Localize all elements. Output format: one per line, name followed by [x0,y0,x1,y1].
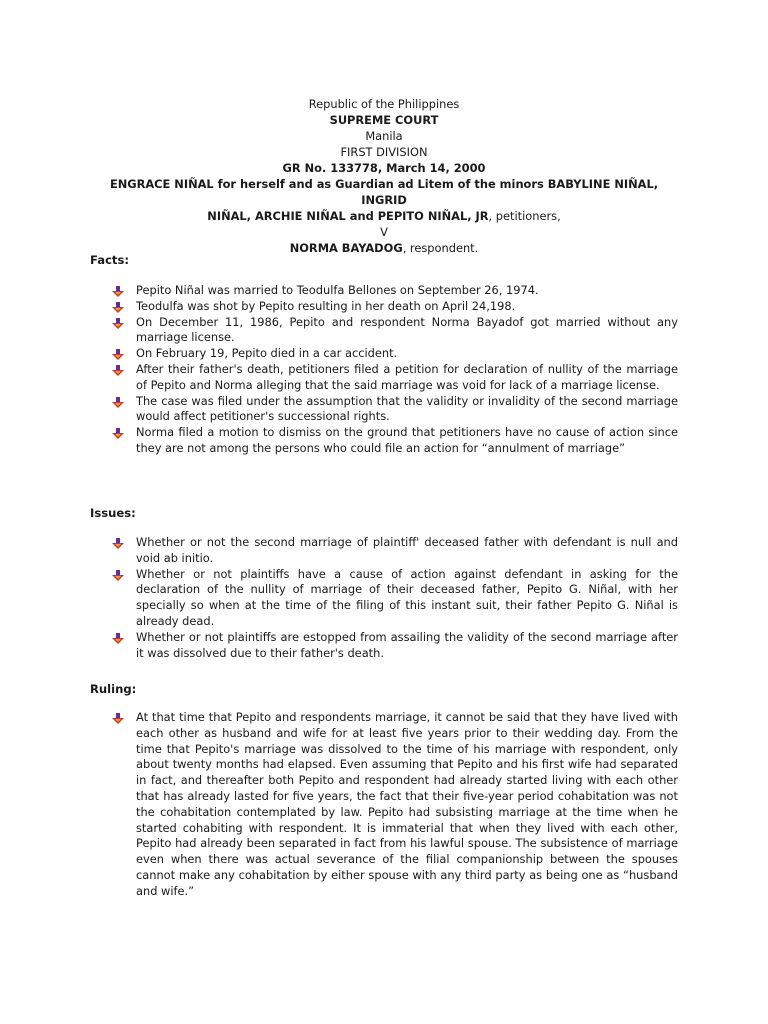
arrow-bullet-icon [112,302,124,313]
division-name: FIRST DIVISION [340,145,428,159]
versus-line: V [380,225,388,239]
facts-item [112,362,678,394]
facts-item [112,299,678,315]
ruling-item [112,710,678,900]
issues-item-text: Whether or not plaintiffs have a cause of action against defendant in asking for the declaration of the nullity of marriage of their deceased father, Pepito G. Niñal, with her specially so when at the time of the filing of this instant suit, their father Pepito G. Niñal is already dead. [136,566,678,628]
ruling-heading: Ruling: [90,682,137,696]
facts-item [112,425,678,457]
issues-list [112,535,678,661]
respondent-name: NORMA BAYADOG [289,241,403,255]
facts-list [112,283,678,457]
facts-item [112,283,678,299]
ruling-list [112,710,678,900]
facts-item-text: After their father's death, petitioners filed a petition for declaration of nullity of the marriage of Pepito and Norma alleging that the said marriage was void for lack of a marriage license. [136,361,678,392]
republic-line: Republic of the Philippines [308,97,460,111]
issues-item [112,630,678,662]
arrow-bullet-icon [112,397,124,408]
arrow-bullet-icon [112,428,124,439]
facts-item-text: Pepito Niñal was married to Teodulfa Bellones on September 26, 1974. [136,283,539,297]
issues-item [112,535,678,567]
issues-item-text: Whether or not plaintiffs are estopped from assailing the validity of the second marriage after it was dissolved due to their father's death. [136,629,678,660]
facts-heading: Facts: [90,253,130,267]
arrow-bullet-icon [112,318,124,329]
petitioners-suffix: , petitioners, [488,209,561,223]
facts-item-text: On December 11, 1986, Pepito and respondent Norma Bayadof got married without any marriage license. [136,314,678,345]
ruling-item-text: At that time that Pepito and respondents marriage, it cannot be said that they have lived with each other as husband and wife for at least five years prior to their wedding day. From the time that Pepito's marriage was dissolved to the time of his marriage with respondent, only about twenty months had elapsed. Even assuming that Pepito and his first wife had separated in fact, and thereafter both Pepito and respondent had already started living with each other that has already lasted for five years, the fact that their five-year period cohabitation was not the cohabitation contemplated by law. Pepito had subsisting marriage at the time when he started cohabiting with respondent. It is immaterial that when they lived with each other, Pepito had already been separated in fact from his lawful spouse. The subsistence of marriage even when there was actual severance of the filial companionship between the spouses cannot make any cohabitation by either spouse with any third party as being one as “husband and wife.” [136,710,678,898]
petitioners-names: NIÑAL, ARCHIE NIÑAL and PEPITO NIÑAL, JR [207,209,489,223]
facts-item-text: Norma filed a motion to dismiss on the ground that petitioners have no cause of action since they are not among the persons who could file an action for “annulment of marriage” [136,425,678,455]
issues-item [112,567,678,630]
issues-heading: Issues: [90,506,136,520]
facts-item-text: Teodulfa was shot by Pepito resulting in her death on April 24,198. [136,298,516,313]
arrow-bullet-icon [112,286,124,297]
arrow-bullet-icon [112,713,124,724]
facts-item [112,315,678,347]
case-number: GR No. 133778, March 14, 2000 [282,161,486,175]
issues-item-text: Whether or not the second marriage of plaintiff' deceased father with defendant is null and void ab initio. [136,535,678,565]
facts-item-text: On February 19, Pepito died in a car accident. [136,346,398,361]
facts-item [112,346,678,362]
facts-item [112,394,678,426]
respondent-line [90,240,678,256]
petitioners-line-2 [90,208,678,224]
court-name: SUPREME COURT [329,113,439,127]
arrow-bullet-icon [112,365,124,376]
court-city: Manila [365,129,403,143]
respondent-suffix: , respondent. [402,241,479,255]
facts-item-text: The case was filed under the assumption that the validity or invalidity of the second marriage would affect petitioner's successional rights. [136,393,678,424]
petitioners-line-1: ENGRACE NIÑAL for herself and as Guardian ad Litem of the minors BABYLINE NIÑAL, INGRID [109,177,659,207]
arrow-bullet-icon [112,633,124,644]
arrow-bullet-icon [112,349,124,360]
case-header [90,96,678,256]
arrow-bullet-icon [112,570,124,581]
arrow-bullet-icon [112,538,124,549]
